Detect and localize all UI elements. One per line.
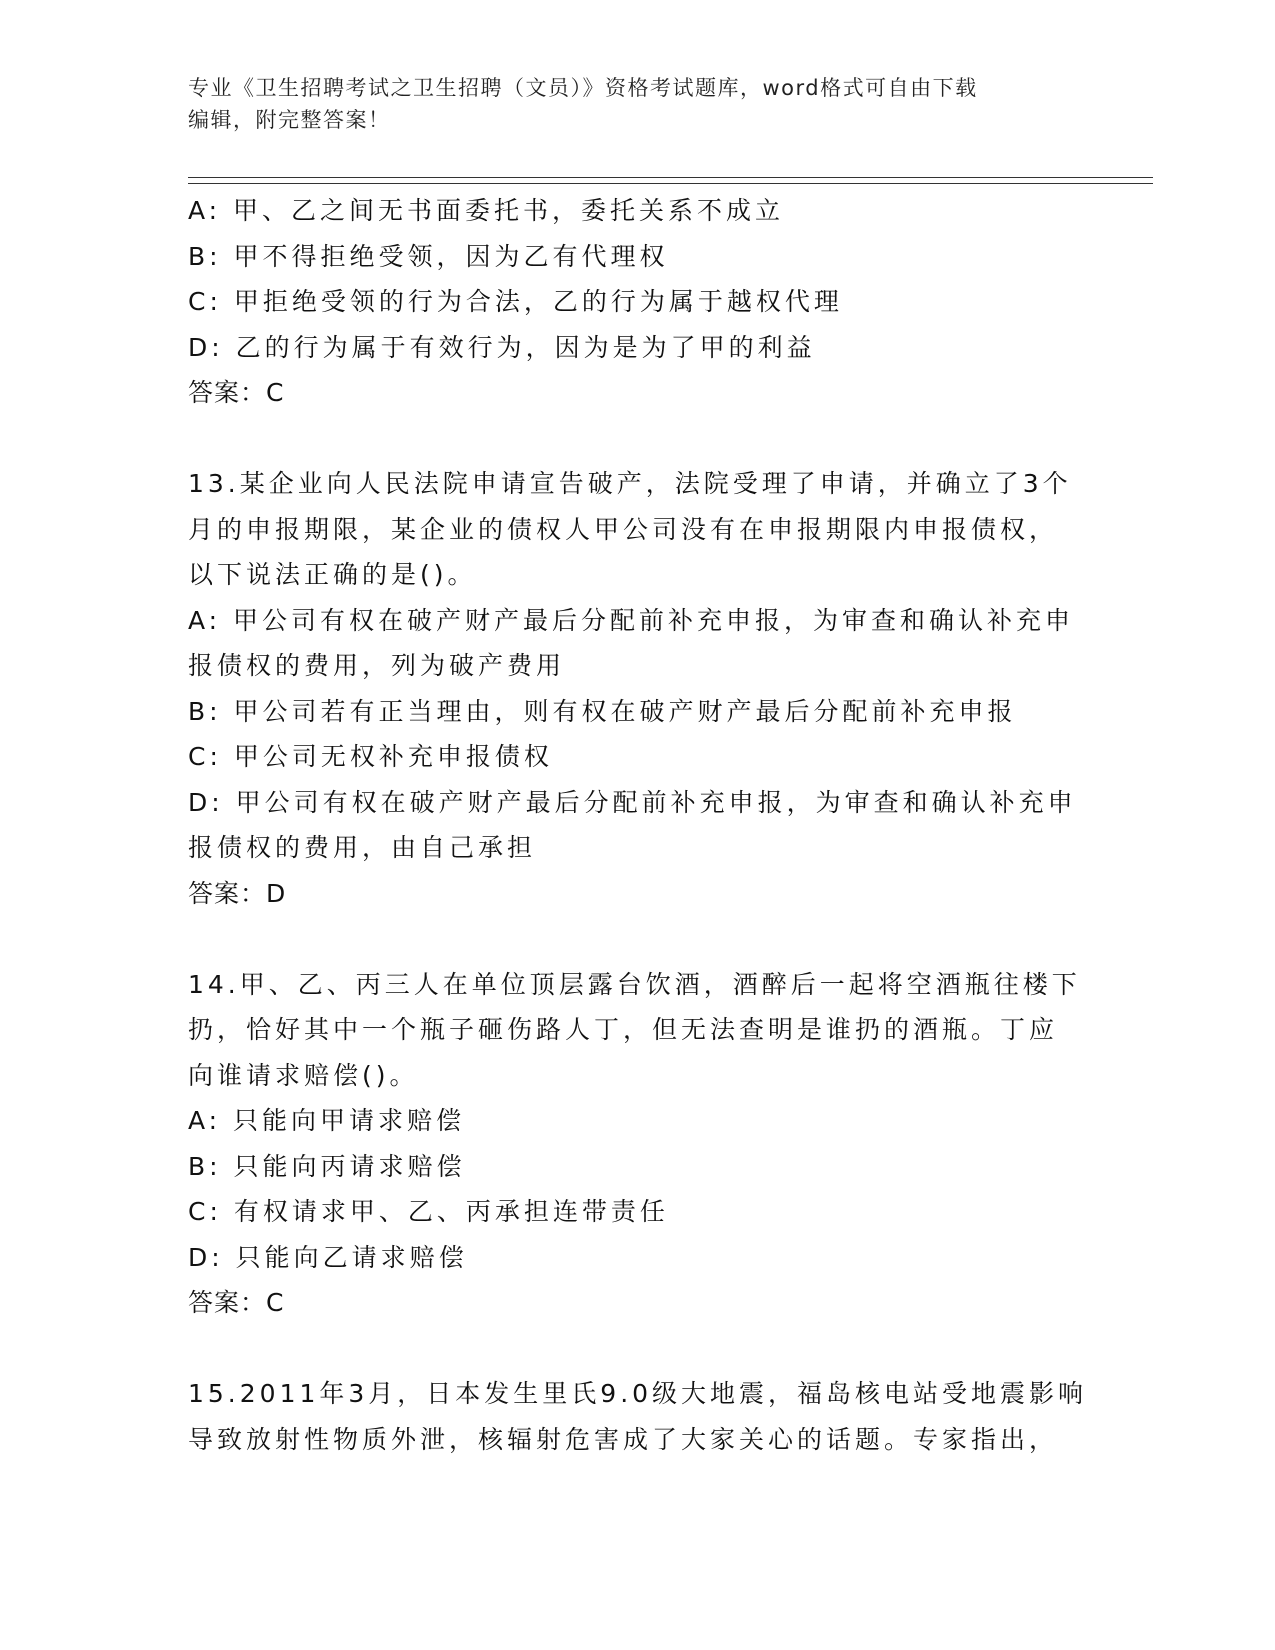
q15-stem-line-1: 15.2011年3月，日本发生里氏9.0级大地震，福岛核电站受地震影响 xyxy=(188,1379,1088,1408)
q13-option-d: D: 甲公司有权在破产财产最后分配前补充申报，为审查和确认补充申 xyxy=(188,787,1077,817)
q12-answer: 答案：C xyxy=(188,378,285,407)
header-divider-top xyxy=(188,177,1153,178)
question-13 xyxy=(188,461,1083,916)
question-12 xyxy=(188,188,1083,416)
q13-stem-line-3: 以下说法正确的是()。 xyxy=(188,560,477,589)
document-header xyxy=(188,72,1068,136)
q13-option-a: A: 甲公司有权在破产财产最后分配前补充申报，为审查和确认补充申 xyxy=(188,605,1075,635)
question-content xyxy=(188,188,1088,1462)
q13-option-a-cont: 报债权的费用，列为破产费用 xyxy=(188,651,566,680)
q15-stem-line-2: 导致放射性物质外泄，核辐射危害成了大家关心的话题。专家指出， xyxy=(188,1424,1059,1454)
q14-option-a: A: 只能向甲请求赔偿 xyxy=(188,1106,466,1135)
spacer xyxy=(188,1326,1083,1372)
q13-option-d-cont: 报债权的费用，由自己承担 xyxy=(188,833,537,862)
q12-option-c: C: 甲拒绝受领的行为合法，乙的行为属于越权代理 xyxy=(188,287,843,316)
q12-option-a: A: 甲、乙之间无书面委托书，委托关系不成立 xyxy=(188,196,785,225)
header-line-1: 专业《卫生招聘考试之卫生招聘（文员）》资格考试题库，word格式可自由下载 xyxy=(188,76,978,100)
q14-option-c: C: 有权请求甲、乙、丙承担连带责任 xyxy=(188,1197,669,1226)
header-line-2: 编辑，附完整答案！ xyxy=(188,108,391,132)
q13-stem-line-1: 13.某企业向人民法院申请宣告破产，法院受理了申请，并确立了3个 xyxy=(188,469,1072,498)
spacer xyxy=(188,916,1083,962)
q13-option-c: C: 甲公司无权补充申报债权 xyxy=(188,742,553,771)
q12-option-d: D: 乙的行为属于有效行为，因为是为了甲的利益 xyxy=(188,332,816,362)
spacer xyxy=(188,416,1083,462)
q14-option-b: B: 只能向丙请求赔偿 xyxy=(188,1151,466,1181)
q13-stem-line-2: 月的申报期限，某企业的债权人甲公司没有在申报期限内申报债权， xyxy=(188,514,1059,544)
q13-answer: 答案：D xyxy=(188,878,287,908)
question-15 xyxy=(188,1371,1088,1462)
header-divider-bottom xyxy=(188,183,1153,184)
q14-stem-line-2: 扔，恰好其中一个瓶子砸伤路人丁，但无法查明是谁扔的酒瓶。丁应 xyxy=(188,1015,1059,1044)
question-14 xyxy=(188,962,1083,1326)
q14-option-d: D: 只能向乙请求赔偿 xyxy=(188,1242,468,1272)
q14-stem-line-1: 14.甲、乙、丙三人在单位顶层露台饮酒，酒醉后一起将空酒瓶往楼下 xyxy=(188,969,1081,999)
q14-stem-line-3: 向谁请求赔偿()。 xyxy=(188,1060,419,1090)
q14-answer: 答案：C xyxy=(188,1288,285,1317)
q12-option-b: B: 甲不得拒绝受领，因为乙有代理权 xyxy=(188,241,669,271)
q13-option-b: B: 甲公司若有正当理由，则有权在破产财产最后分配前补充申报 xyxy=(188,696,1017,726)
